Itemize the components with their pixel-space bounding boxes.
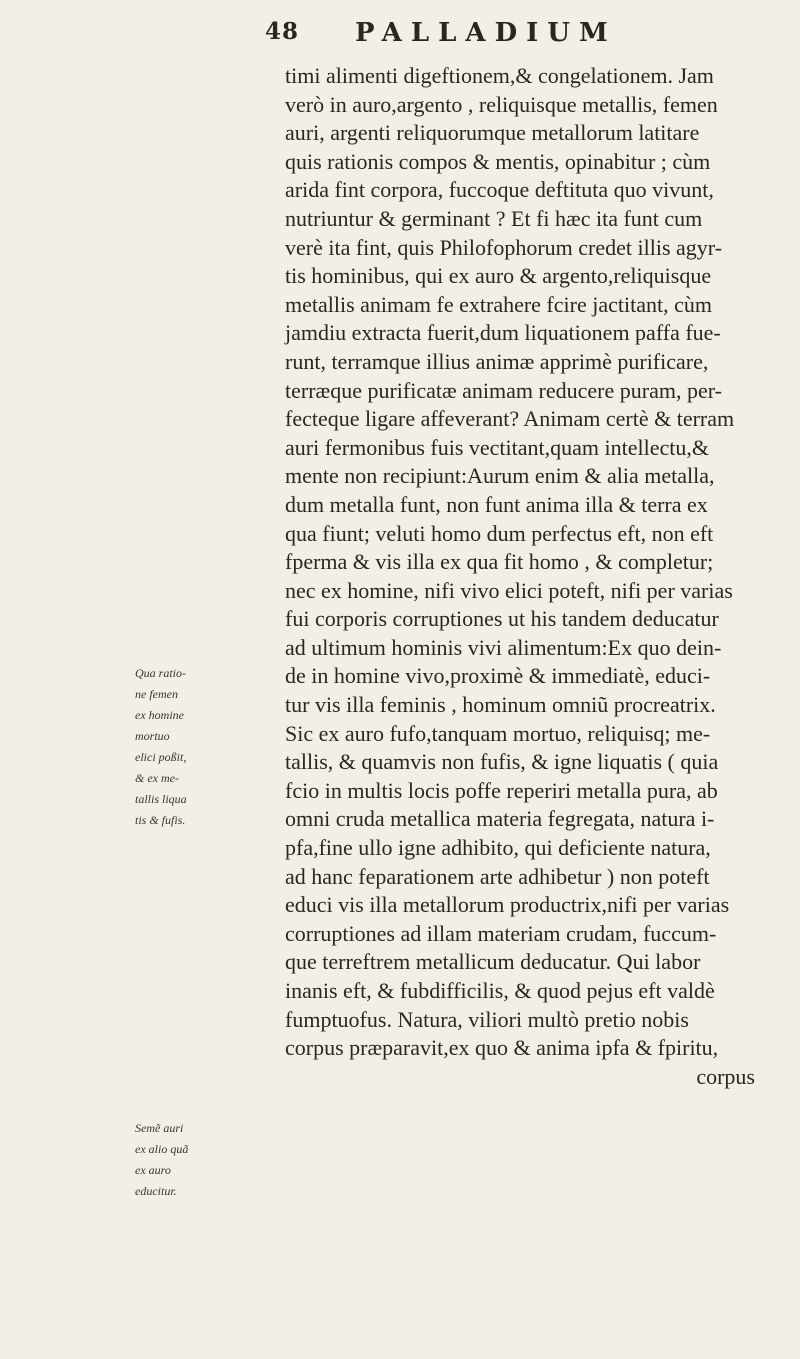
text-line: fumptuofus. Natura, viliori multò pretio nobis (285, 1006, 689, 1032)
running-title: PALLADIUM (355, 18, 617, 48)
marginal-note-line: elici poßit, (135, 750, 187, 764)
text-line: Sic ex auro fufo,tanquam mortuo, reliquisq; me- (285, 720, 711, 746)
marginal-note-line: ex auro (135, 1163, 171, 1177)
marginal-note (135, 1118, 235, 1202)
marginal-note-line: & ex me- (135, 771, 179, 785)
text-line: inanis eft, & fubdifficilis, & quod pejus eft valdè (285, 978, 715, 1003)
page-header (265, 18, 795, 58)
text-line: fcio in multis locis poffe reperiri metalla pura, ab (285, 777, 718, 803)
text-line: nutriuntur & germinant ? Et fi hæc ita funt cum (285, 205, 703, 231)
text-line: quis rationis compos & mentis, opinabitur ; cùm (285, 148, 711, 174)
text-line: metallis animam fe extrahere fcire jactitant, cùm (285, 291, 712, 317)
text-line: tur vis illa feminis , hominum omniũ procreatrix. (285, 692, 716, 718)
marginal-note-line: Qua ratio- (135, 666, 186, 680)
marginal-note-line: mortuo (135, 729, 170, 743)
catchword: corpus (696, 1063, 755, 1089)
text-line: nec ex homine, nifi vivo elici poteft, nifi per varias (285, 577, 733, 603)
text-line: terræque purificatæ animam reducere puram, per- (285, 377, 722, 403)
text-line: de in homine vivo,proximè & immediatè, educi- (285, 663, 711, 689)
marginal-note-line: tis & fufis. (135, 813, 186, 827)
text-line: corruptiones ad illam materiam crudam, fuccum- (285, 920, 717, 946)
marginal-note-line: ne femen (135, 687, 178, 701)
text-line: corpus præparavit,ex quo & anima ipfa & fpiritu, (285, 1035, 719, 1061)
text-line: pfa,fine ullo igne adhibito, qui deficiente natura, (285, 835, 711, 861)
marginal-note-line: tallis liqua (135, 792, 187, 806)
marginal-note-line: educitur. (135, 1184, 177, 1198)
text-line: dum metalla funt, non funt anima illa & terra ex (285, 491, 708, 517)
marginal-note-line: Semẽ auri (135, 1121, 184, 1135)
text-line: omni cruda metallica materia fegregata, natura i- (285, 806, 715, 832)
marginal-note (135, 663, 235, 831)
marginal-note-line: ex homine (135, 708, 184, 722)
marginal-note-line: ex alio quã (135, 1142, 189, 1156)
page-number: 48 (265, 18, 300, 45)
text-line: fecteque ligare affeverant? Animam certè & terram (285, 406, 735, 432)
text-line: mente non recipiunt:Aurum enim & alia metalla, (285, 463, 715, 489)
text-line: ad hanc feparationem arte adhibetur ) non poteft (285, 863, 710, 889)
text-line: auri fermonibus fuis vectitant,quam intellectu,& (285, 434, 709, 460)
text-line: que terreftrem metallicum deducatur. Qui labor (285, 949, 701, 975)
text-line: ad ultimum hominis vivi alimentum:Ex quo dein- (285, 634, 722, 660)
text-line: timi alimenti digeftionem,& congelationem. Jam (285, 63, 714, 88)
text-line: tallis, & quamvis non fufis, & igne liquatis ( quia (285, 749, 719, 775)
text-line: verè ita fint, quis Philofophorum credet illis agyr- (285, 234, 723, 260)
text-line: verò in auro,argento , reliquisque metallis, femen (285, 91, 718, 117)
text-line: educi vis illa metallorum productrix,nifi per varias (285, 892, 730, 918)
text-line: jamdiu extracta fuerit,dum liquationem paffa fue- (285, 320, 721, 346)
text-line: arida fint corpora, fuccoque deftituta quo vivunt, (285, 177, 714, 203)
text-line: fui corporis corruptiones ut his tandem deducatur (285, 606, 719, 632)
text-line: fperma & vis illa ex qua fit homo , & completur; (285, 549, 714, 575)
body-text (285, 62, 780, 1091)
text-line: auri, argenti reliquorumque metallorum latitare (285, 120, 700, 146)
text-line: tis hominibus, qui ex auro & argento,reliquisque (285, 263, 712, 289)
text-line: qua fiunt; veluti homo dum perfectus eft, non eft (285, 520, 714, 546)
text-line: runt, terramque illius animæ apprimè purificare, (285, 348, 709, 374)
